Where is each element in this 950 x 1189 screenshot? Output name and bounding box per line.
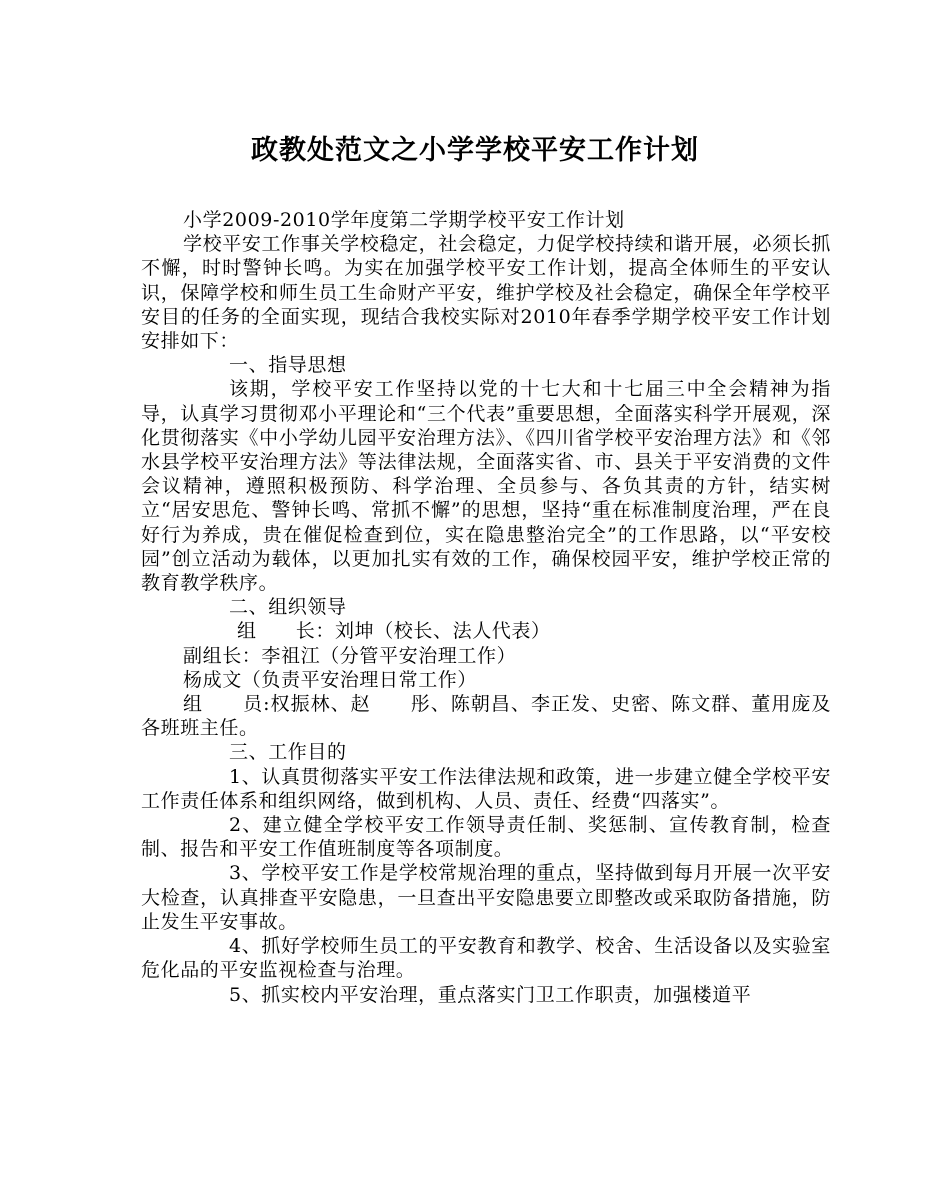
paragraph-intro: 学校平安工作事关学校稳定，社会稳定，力促学校持续和谐开展，必须长抓不懈，时时警钟长鸣。为实在加强学校平安工作计划，提高全体师生的平安认识，保障学校和师生员工生命财产平安，维护学校及社会稳定，确保全年学校平安目的任务的全面实现，现结合我校实际对2010年春季学期学校平安工作计划安排如下： [141, 233, 831, 353]
paragraph-guiding-ideology: 该期，学校平安工作坚持以党的十七大和十七届三中全会精神为指导，认真学习贯彻邓小平理论和“三个代表”重要思想，全面落实科学开展观，深化贯彻落实《中小学幼儿园平安治理方法》、《四川省学校平安治理方法》和《邻水县学校平安治理方法》等法律法规，全面落实省、市、县关于平安消费的文件会议精神，遵照积极预防、科学治理、全员参与、各负其责的方针，结实树立“居安思危、警钟长鸣、常抓不懈”的思想，坚持“重在标准制度治理，严在良好行为养成，贵在催促检查到位，实在隐患整治完全”的工作思路，以“平安校园”创立活动为载体，以更加扎实有效的工作，确保校园平安，维护学校正常的教育教学秩序。 [141, 378, 831, 595]
objective-item-3: 3、学校平安工作是学校常规治理的重点，坚持做到每月开展一次平安大检查，认真排查平安隐患，一旦查出平安隐患要立即整改或采取防备措施，防止发生平安事故。 [141, 862, 831, 933]
paragraph-team-leader: 组 长：刘坤（校长、法人代表） [237, 620, 551, 643]
document-body [141, 208, 831, 1007]
objective-item-1: 1、认真贯彻落实平安工作法律法规和政策，进一步建立健全学校平安工作责任体系和组织网络，做到机构、人员、责任、经费“四落实”。 [141, 765, 831, 812]
objective-item-4: 4、抓好学校师生员工的平安教育和教学、校舍、生活设备以及实验室危化品的平安监视检查与治理。 [141, 935, 831, 982]
section-heading-organization: 二、组织领导 [229, 596, 347, 619]
paragraph-daily-manager: 杨成文（负责平安治理日常工作） [183, 668, 478, 691]
paragraph-subtitle: 小学2009-2010学年度第二学期学校平安工作计划 [183, 209, 625, 231]
objective-item-2: 2、建立健全学校平安工作领导责任制、奖惩制、宣传教育制，检查制、报告和平安工作值班制度等各项制度。 [141, 814, 831, 861]
paragraph-team-members: 组 员:权振林、赵 彤、陈朝昌、李正发、史密、陈文群、董用庞及各班班主任。 [141, 693, 831, 740]
section-heading-guiding-ideology: 一、指导思想 [229, 354, 347, 377]
paragraph-deputy-leader: 副组长：李祖江（分管平安治理工作） [183, 644, 517, 667]
section-heading-objectives: 三、工作目的 [229, 741, 347, 764]
objective-item-5: 5、抓实校内平安治理，重点落实门卫工作职责，加强楼道平 [229, 983, 752, 1006]
document-title: 政教处范文之小学学校平安工作计划 [251, 135, 699, 166]
